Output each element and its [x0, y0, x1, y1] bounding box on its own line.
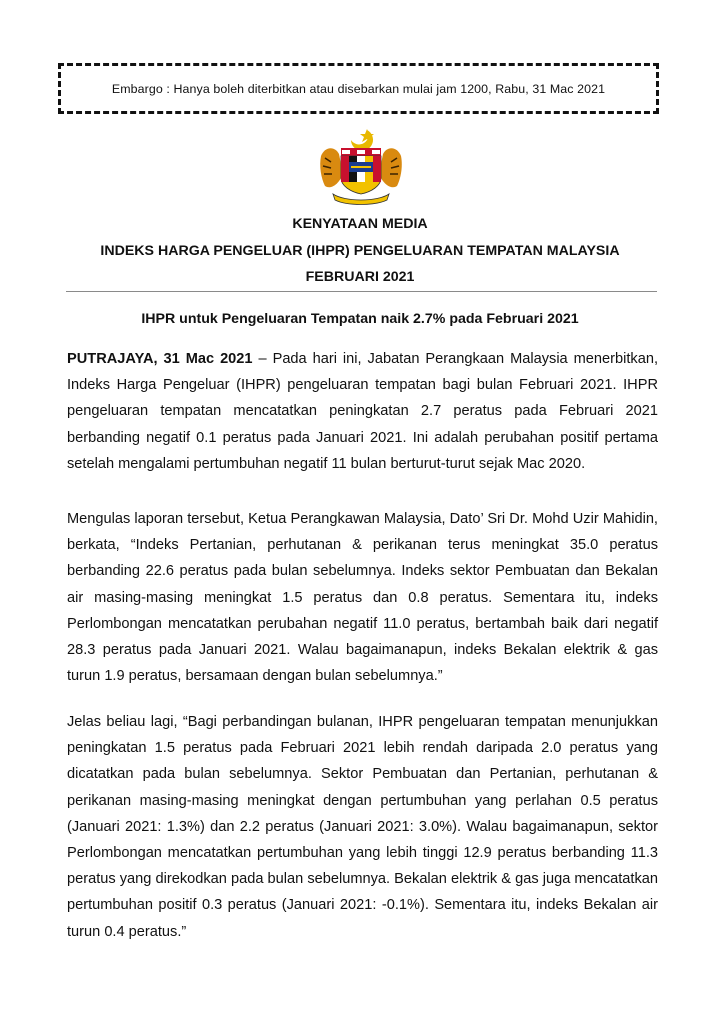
paragraph-1-text: – Pada hari ini, Jabatan Perangkaan Malaysia menerbitkan, Indeks Harga Pengeluar (IHPR) pengeluaran tempatan bagi bulan Februari 2021. IHPR pengeluaran tempatan mencatatkan peningkatan 2.7 peratus pada Februari 2021 berbanding negatif 0.1 peratus pada Januari 2021. Ini adalah perubahan positif pertama setelah mengalami pertumbuhan negatif 11 bulan berturut-turut sejak Mac 2020. [67, 351, 658, 472]
paragraph-3: Jelas beliau lagi, “Bagi perbandingan bulanan, IHPR pengeluaran tempatan menunjukkan peningkatan 1.5 peratus pada Februari 2021 lebih rendah daripada 2.0 peratus yang dicatatkan pada bulan sebelumnya. Sektor Pembuatan dan Pertanian, perhutanan & perikanan masing-masing meningkat dengan pertumbuhan yang perlahan 0.5 peratus (Januari 2021: 1.3%) dan 2.2 peratus (Januari 2021: 3.0%). Walau bagaimanapun, sektor Perlombongan mencatatkan pertumbuhan yang lebih tinggi 12.9 peratus berbanding 11.3 peratus yang direkodkan pada bulan sebelumnya. Bekalan elektrik & gas juga mencatatkan pertumbuhan positif 0.3 peratus (Januari 2021: -0.1%). Sementara itu, indeks Bekalan air turun 0.4 peratus.” [67, 714, 658, 940]
header-subtitle: INDEKS HARGA PENGELUAR (IHPR) PENGELUARAN TEMPATAN MALAYSIA [100, 243, 620, 259]
paragraph-1 [67, 346, 658, 477]
dateline: PUTRAJAYA, 31 Mac 2021 [67, 351, 253, 367]
embargo-notice [58, 63, 659, 114]
embargo-text: Embargo : Hanya boleh diterbitkan atau disebarkan mulai jam 1200, Rabu, 31 Mac 2021 [111, 81, 606, 96]
malaysia-coat-of-arms-icon [311, 126, 411, 206]
paragraph-2: Mengulas laporan tersebut, Ketua Perangkawan Malaysia, Dato’ Sri Dr. Mohd Uzir Mahidin, berkata, “Indeks Pertanian, perhutanan & perikanan terus meningkat 35.0 peratus berbanding 22.6 peratus pada bulan sebelumnya. Indeks sektor Pembuatan dan Bekalan air masing-masing meningkat 1.5 peratus dan 0.8 peratus. Sementara itu, indeks Perlombongan mencatatkan perubahan negatif 11.0 peratus, bertambah baik dari negatif 28.3 peratus pada Januari 2021. Walau bagaimanapun, indeks Bekalan elektrik & gas turun 1.9 peratus, bersamaan dengan bulan sebelumnya.” [67, 511, 658, 685]
header-title: KENYATAAN MEDIA [292, 216, 428, 232]
release-subtitle: IHPR untuk Pengeluaran Tempatan naik 2.7% pada Februari 2021 [141, 311, 579, 327]
header-period: FEBRUARI 2021 [305, 269, 415, 285]
divider [66, 291, 657, 292]
